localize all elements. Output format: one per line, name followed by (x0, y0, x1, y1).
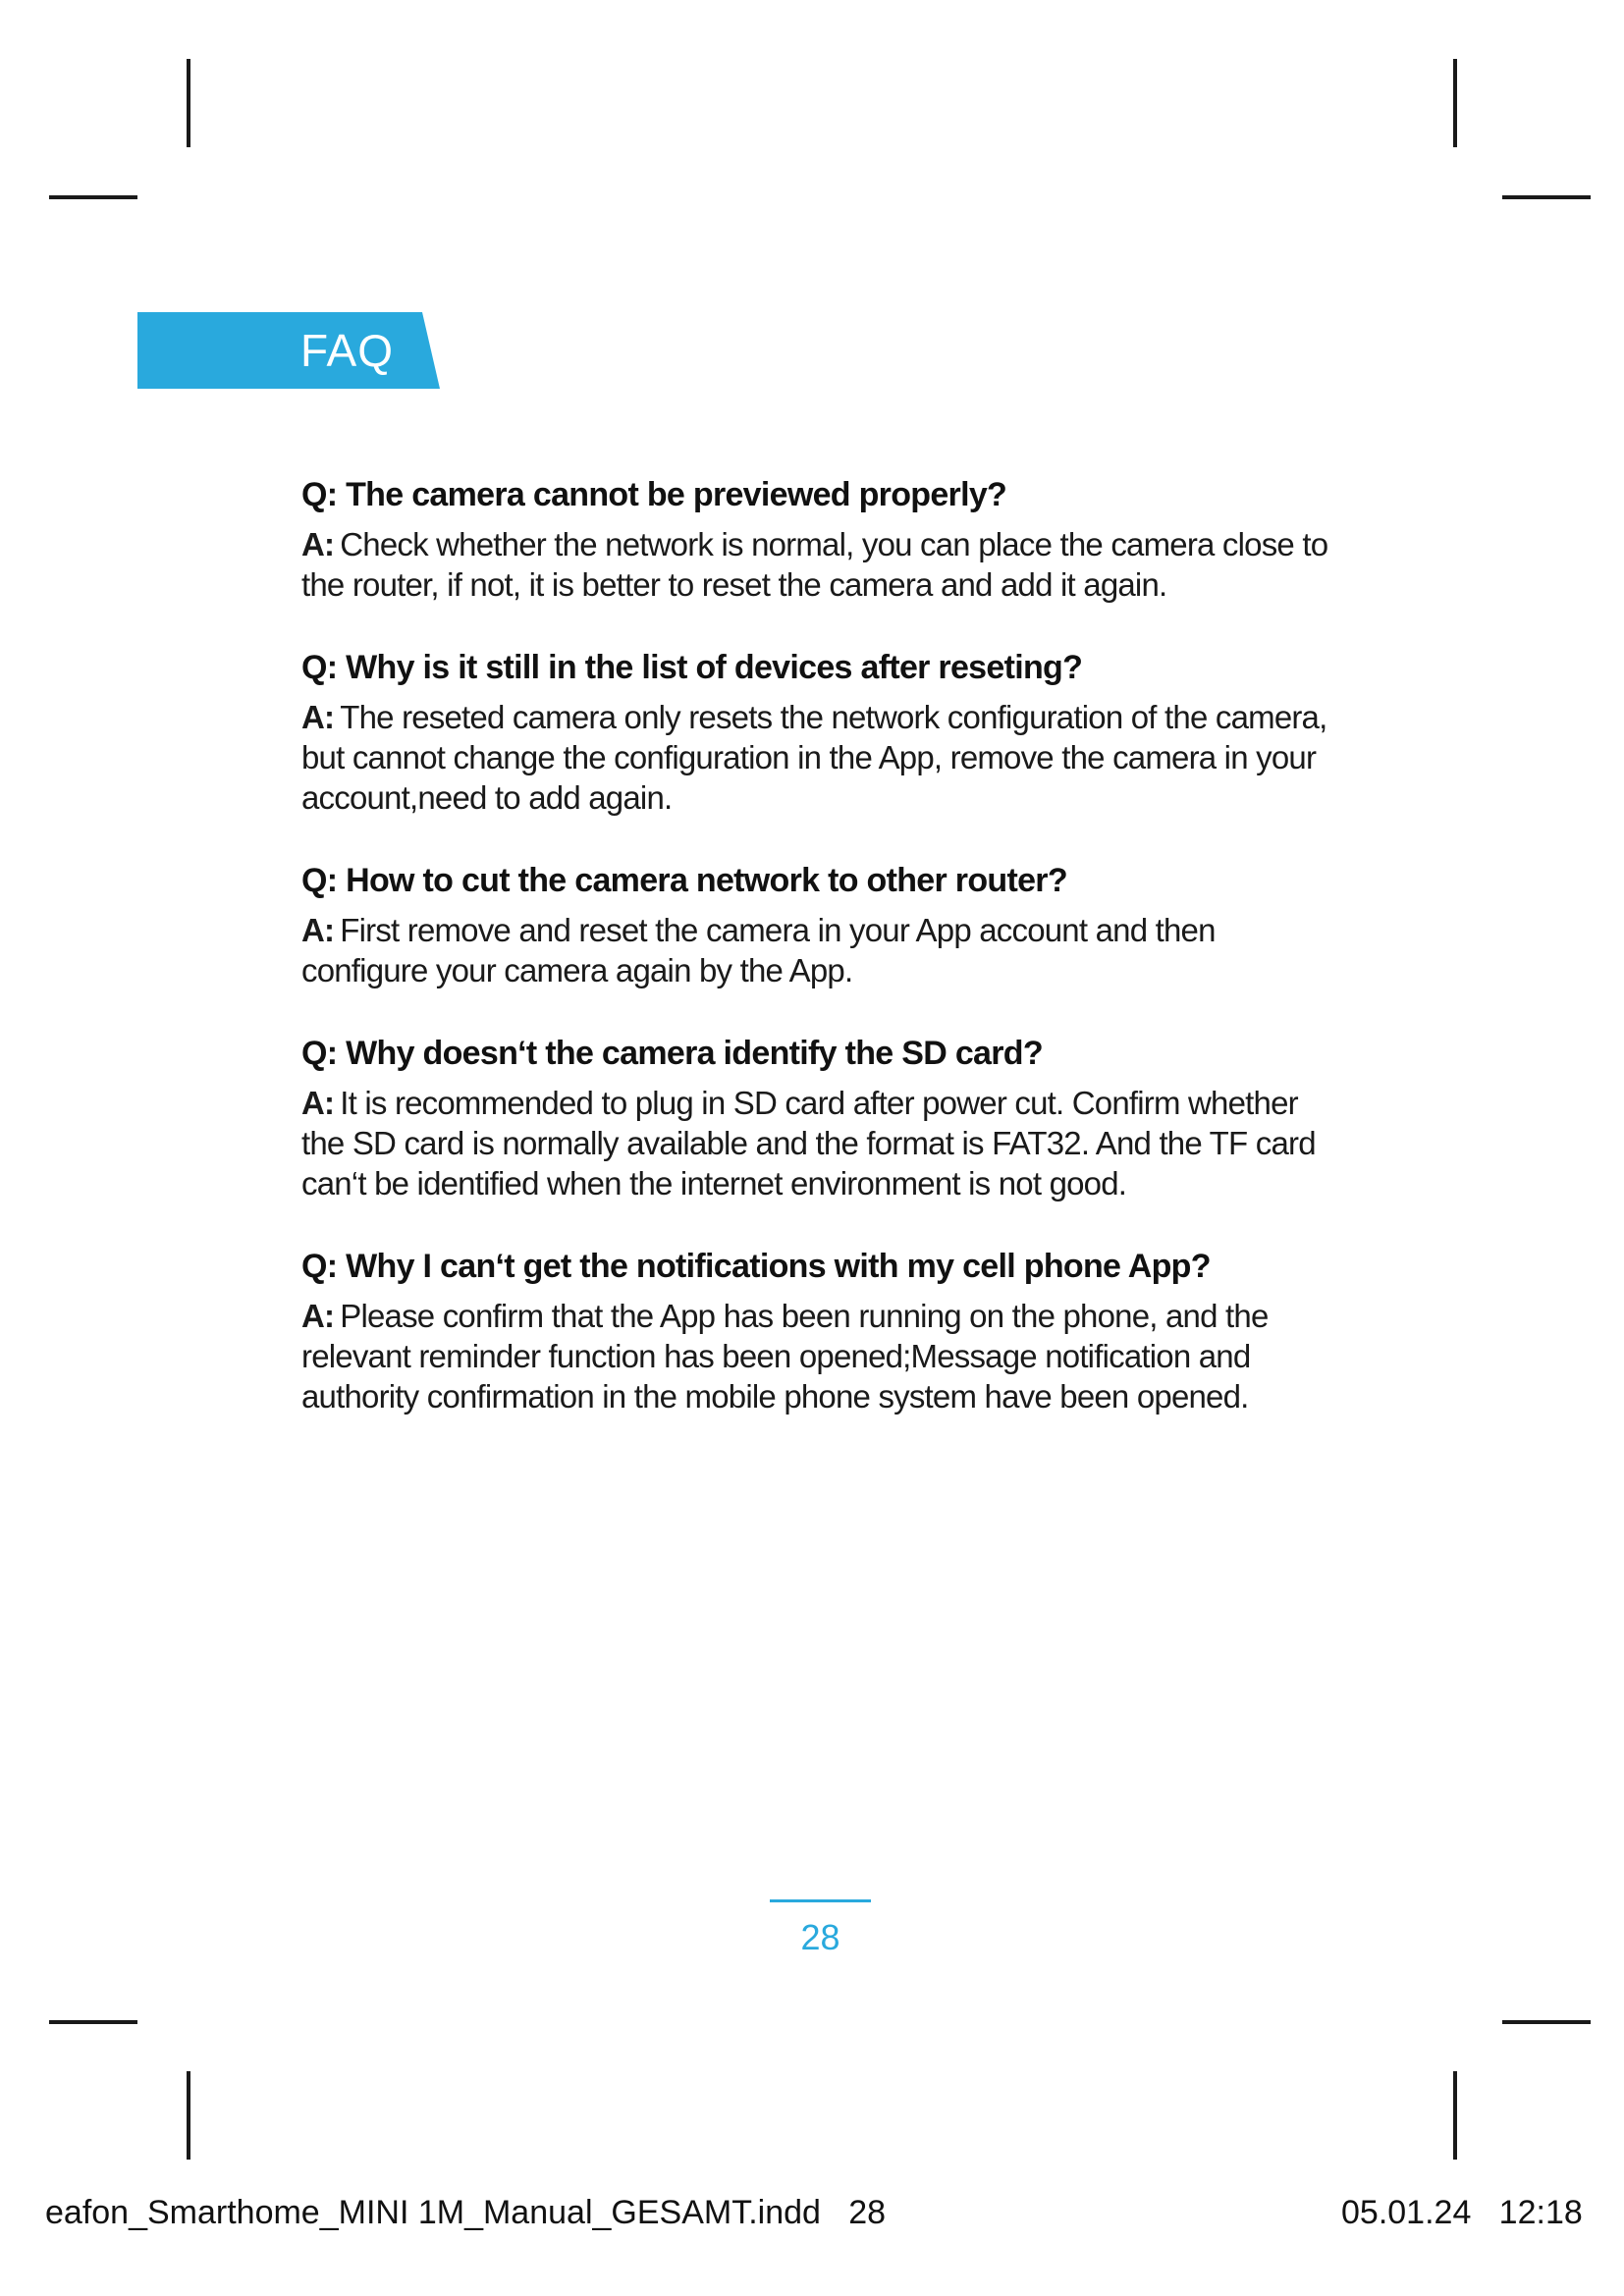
answer-prefix: A: (301, 1085, 335, 1121)
print-slug-filename: eafon_Smarthome_MINI 1M_Manual_GESAMT.indd 28 (45, 2194, 887, 2231)
faq-answer (301, 697, 1342, 818)
answer-prefix: A: (301, 699, 335, 735)
section-header-tab (137, 312, 440, 389)
answer-text: Please confirm that the App has been running on the phone, and the relevant reminder function has been opened;Message notification and authority confirmation in the mobile phone system have been opened. (301, 1298, 1269, 1415)
crop-mark-top-left-vertical (187, 59, 190, 147)
crop-mark-bottom-left-vertical (187, 2071, 190, 2160)
crop-mark-bottom-right-vertical (1453, 2071, 1457, 2160)
faq-item (301, 473, 1342, 605)
answer-text: Check whether the network is normal, you can place the camera close to the router, if not, it is better to reset the camera and add it again. (301, 526, 1328, 603)
page-number-rule (770, 1899, 871, 1902)
faq-answer (301, 1296, 1342, 1416)
faq-list (301, 473, 1342, 1458)
answer-prefix: A: (301, 526, 335, 562)
faq-question: Q: Why is it still in the list of devices after reseting? (301, 649, 1083, 686)
answer-text: The reseted camera only resets the network configuration of the camera, but cannot change the configuration in the App, remove the camera in your account,need to add again. (301, 699, 1327, 816)
answer-text: First remove and reset the camera in your App account and then configure your camera again by the App. (301, 912, 1216, 988)
faq-item (301, 1032, 1342, 1203)
page-number: 28 (800, 1917, 840, 1957)
crop-mark-top-left-horizontal (49, 195, 137, 199)
answer-prefix: A: (301, 912, 335, 948)
crop-mark-bottom-left-horizontal (49, 2020, 137, 2024)
answer-text: It is recommended to plug in SD card after power cut. Confirm whether the SD card is normally available and the format is FAT32. And the TF card can‘t be identified when the internet environment is not good. (301, 1085, 1316, 1201)
print-slug-datetime: 05.01.24 12:18 (1341, 2194, 1583, 2231)
faq-item (301, 1245, 1342, 1416)
faq-answer (301, 910, 1342, 990)
faq-item (301, 859, 1342, 990)
faq-question: Q: How to cut the camera network to other router? (301, 862, 1067, 899)
faq-answer (301, 524, 1342, 605)
faq-item (301, 646, 1342, 818)
faq-question: Q: The camera cannot be previewed properly? (301, 476, 1007, 513)
answer-prefix: A: (301, 1298, 335, 1334)
crop-mark-bottom-right-horizontal (1502, 2020, 1591, 2024)
section-title: FAQ (300, 325, 395, 376)
faq-question: Q: Why doesn‘t the camera identify the SD card? (301, 1035, 1043, 1072)
faq-answer (301, 1083, 1342, 1203)
crop-mark-top-right-vertical (1453, 59, 1457, 147)
faq-question: Q: Why I can‘t get the notifications with my cell phone App? (301, 1248, 1211, 1285)
crop-mark-top-right-horizontal (1502, 195, 1591, 199)
